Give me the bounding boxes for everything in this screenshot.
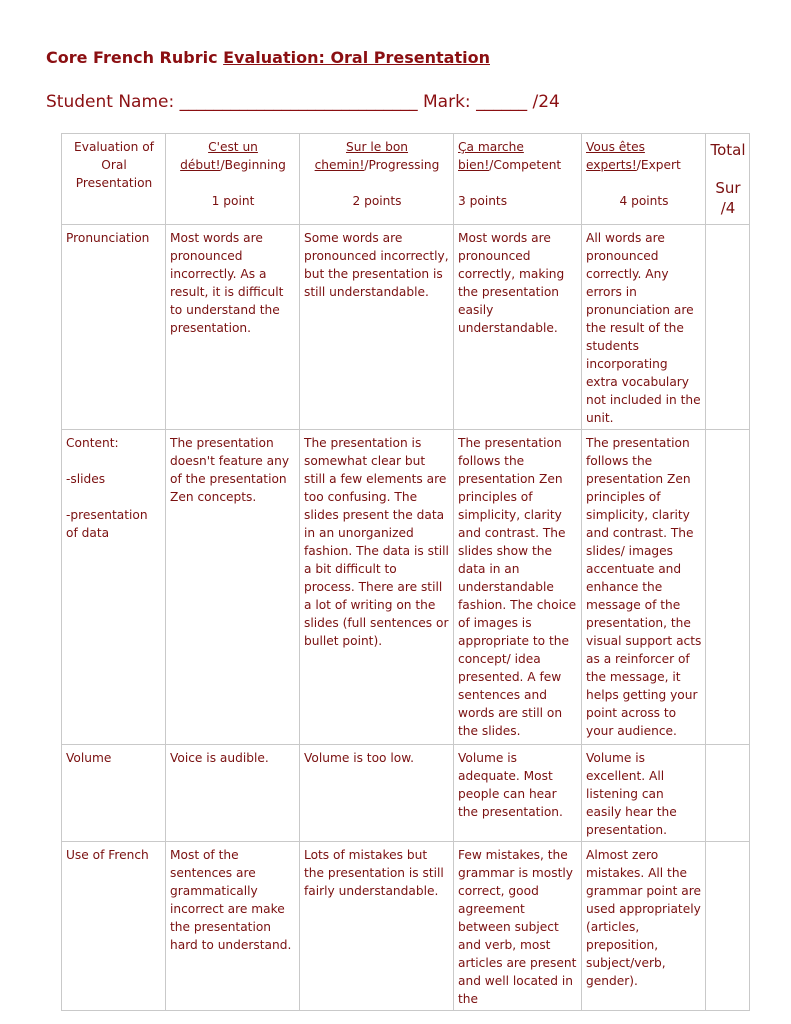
level-name: C'est un début! <box>180 140 258 172</box>
total-cell <box>706 430 750 745</box>
total-cell <box>706 745 750 842</box>
criterion-cell: Volume <box>62 745 166 842</box>
level-points: 1 point <box>211 194 255 208</box>
rubric-cell: Volume is too low. <box>300 745 454 842</box>
level-name: Ça marche bien! <box>458 140 524 172</box>
header-level-4 <box>582 134 706 225</box>
header-total <box>706 134 750 225</box>
rubric-cell: Lots of mistakes but the presentation is still fairly understandable. <box>300 842 454 1011</box>
criterion-cell: Use of French <box>62 842 166 1011</box>
rubric-cell: Most words are pronounced incorrectly. As a result, it is difficult to understand the presentation. <box>166 225 300 430</box>
level-points: 4 points <box>619 194 669 208</box>
criterion-cell: Pronunciation <box>62 225 166 430</box>
table-row <box>62 842 750 1011</box>
level-name: Sur le bon chemin! <box>314 140 409 172</box>
header-row <box>62 134 750 225</box>
title-prefix: Core French Rubric <box>46 48 224 67</box>
header-evaluation: Evaluation of Oral Presentation <box>62 134 166 225</box>
rubric-cell: The presentation is somewhat clear but still a few elements are too confusing. The slides present the data in an unorganized fashion. The data is still a bit difficult to process. There are still a lot of writing on the slides (full sentences or bullet point). <box>300 430 454 745</box>
level-name: Vous êtes experts! <box>586 140 645 172</box>
rubric-cell: The presentation follows the presentation Zen principles of simplicity, clarity and contrast. The slides show the data in an understandable fashion. The choice of images is appropriate to the concept/ idea presented. A few sentences and words are still on the slides. <box>454 430 582 745</box>
level-en: /Expert <box>636 158 681 172</box>
total-cell <box>706 842 750 1011</box>
table-row <box>62 745 750 842</box>
rubric-cell: Few mistakes, the grammar is mostly correct, good agreement between subject and verb, most articles are present and well located in the <box>454 842 582 1011</box>
table-row <box>62 430 750 745</box>
rubric-cell: Most of the sentences are grammatically incorrect are make the presentation hard to understand. <box>166 842 300 1011</box>
rubric-table <box>61 133 750 1011</box>
rubric-cell: Some words are pronounced incorrectly, but the presentation is still understandable. <box>300 225 454 430</box>
level-en: /Competent <box>489 158 562 172</box>
header-level-1 <box>166 134 300 225</box>
criterion-cell <box>62 430 166 745</box>
header-level-2 <box>300 134 454 225</box>
criterion-sub: -presentation of data <box>66 508 148 540</box>
rubric-cell: Volume is excellent. All listening can easily hear the presentation. <box>582 745 706 842</box>
level-points: 3 points <box>458 194 508 208</box>
rubric-cell: The presentation follows the presentation Zen principles of simplicity, clarity and contrast. The slides/ images accentuate and enhance the message of the presentation, the visual support acts as a reinforcer of the message, it helps getting your point across to your audience. <box>582 430 706 745</box>
rubric-cell: Volume is adequate. Most people can hear the presentation. <box>454 745 582 842</box>
student-name-line: Student Name: ____________________________ Mark: ______ /24 <box>46 92 560 112</box>
total-cell <box>706 225 750 430</box>
rubric-cell: Voice is audible. <box>166 745 300 842</box>
rubric-cell: All words are pronounced correctly. Any errors in pronunciation are the result of the students incorporating extra vocabulary not included in the unit. <box>582 225 706 430</box>
level-en: /Progressing <box>364 158 440 172</box>
rubric-cell: The presentation doesn't feature any of the presentation Zen concepts. <box>166 430 300 745</box>
rubric-cell: Most words are pronounced correctly, making the presentation easily understandable. <box>454 225 582 430</box>
header-level-3 <box>454 134 582 225</box>
criterion-sub: -slides <box>66 472 106 486</box>
level-en: /Beginning <box>220 158 286 172</box>
rubric-cell: Almost zero mistakes. All the grammar point are used appropriately (articles, preposition, subject/verb, gender). <box>582 842 706 1011</box>
total-label: Total <box>710 141 746 159</box>
page-title <box>46 48 490 67</box>
table-row <box>62 225 750 430</box>
criterion-label: Content: <box>66 436 119 450</box>
sur-label: Sur /4 <box>715 179 741 217</box>
title-underlined: Evaluation: Oral Presentation <box>223 48 490 67</box>
level-points: 2 points <box>352 194 402 208</box>
